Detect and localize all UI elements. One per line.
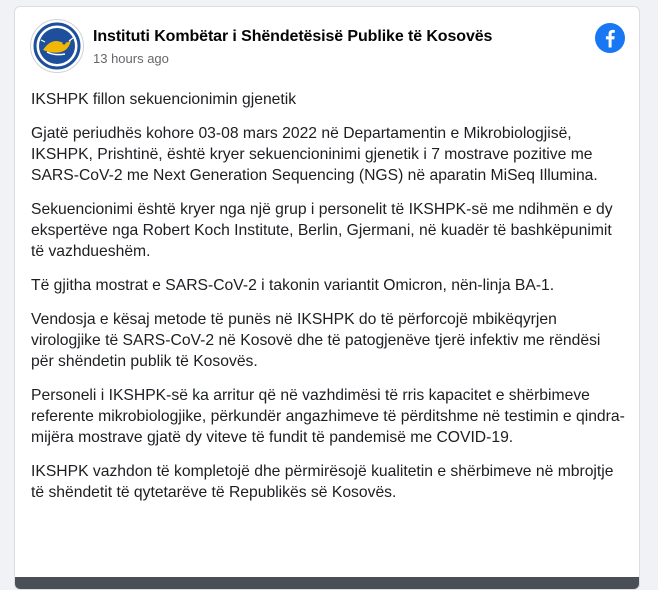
post-paragraph-title: IKSHPK fillon sekuencionimin gjenetik	[31, 91, 297, 108]
facebook-icon[interactable]	[595, 23, 625, 53]
post-paragraph: Gjatë periudhës kohore 03-08 mars 2022 në Departamentin e Mikrobiologjisë, IKSHPK, Prishtinë, është kryer sekuencioninimi gjenetik i 7 mostrave pozitive me SARS-CoV-2 me Next Generation Sequencing (NGS) në aparatin MiSeq Illumina.	[31, 125, 598, 184]
page-name-link[interactable]: Instituti Kombëtar i Shëndetësisë Publike të Kosovës	[93, 28, 493, 45]
post-paragraph: Personeli i IKSHPK-së ka arritur që në vazhdimësi të rris kapacitet e shërbimeve referente mikrobiologjike, përkundër angazhimeve të përditshme në testimin e qindra-mijëra mostrave gjatë dy viteve të fundit të pandemisë me COVID-19.	[31, 387, 625, 446]
page-avatar[interactable]	[30, 19, 84, 73]
post-paragraph: Të gjitha mostrat e SARS-CoV-2 i takonin variantit Omicron, nën-linja BA-1.	[31, 277, 555, 294]
post-paragraph: Vendosja e kësaj metode të punës në IKSHPK do të përforcojë mbikëqyrjen virologjike të SARS-CoV-2 në Kosovë dhe të patogjenëve tjerë infektiv me rëndësi për shëndetin publik të Kosovës.	[31, 311, 601, 370]
institute-logo-icon	[31, 20, 83, 72]
post-header	[15, 7, 639, 77]
facebook-post-card	[14, 6, 640, 590]
post-timestamp[interactable]: 13 hours ago	[93, 51, 169, 66]
post-paragraph: Sekuencionimi është kryer nga një grup i personelit të IKSHPK-së me ndihmën e dy ekspertëve nga Robert Koch Institute, Berlin, Gjermani, në kuadër të bashkëpunimit të vazhdueshëm.	[31, 201, 613, 260]
post-body	[31, 89, 625, 516]
post-paragraph: IKSHPK vazhdon të kompletojë dhe përmirësojë kualitetin e shërbimeve në mbrojtje të shëndetit të qytetarëve të Republikës së Kosovës.	[31, 463, 614, 501]
post-image-preview[interactable]	[15, 577, 639, 590]
